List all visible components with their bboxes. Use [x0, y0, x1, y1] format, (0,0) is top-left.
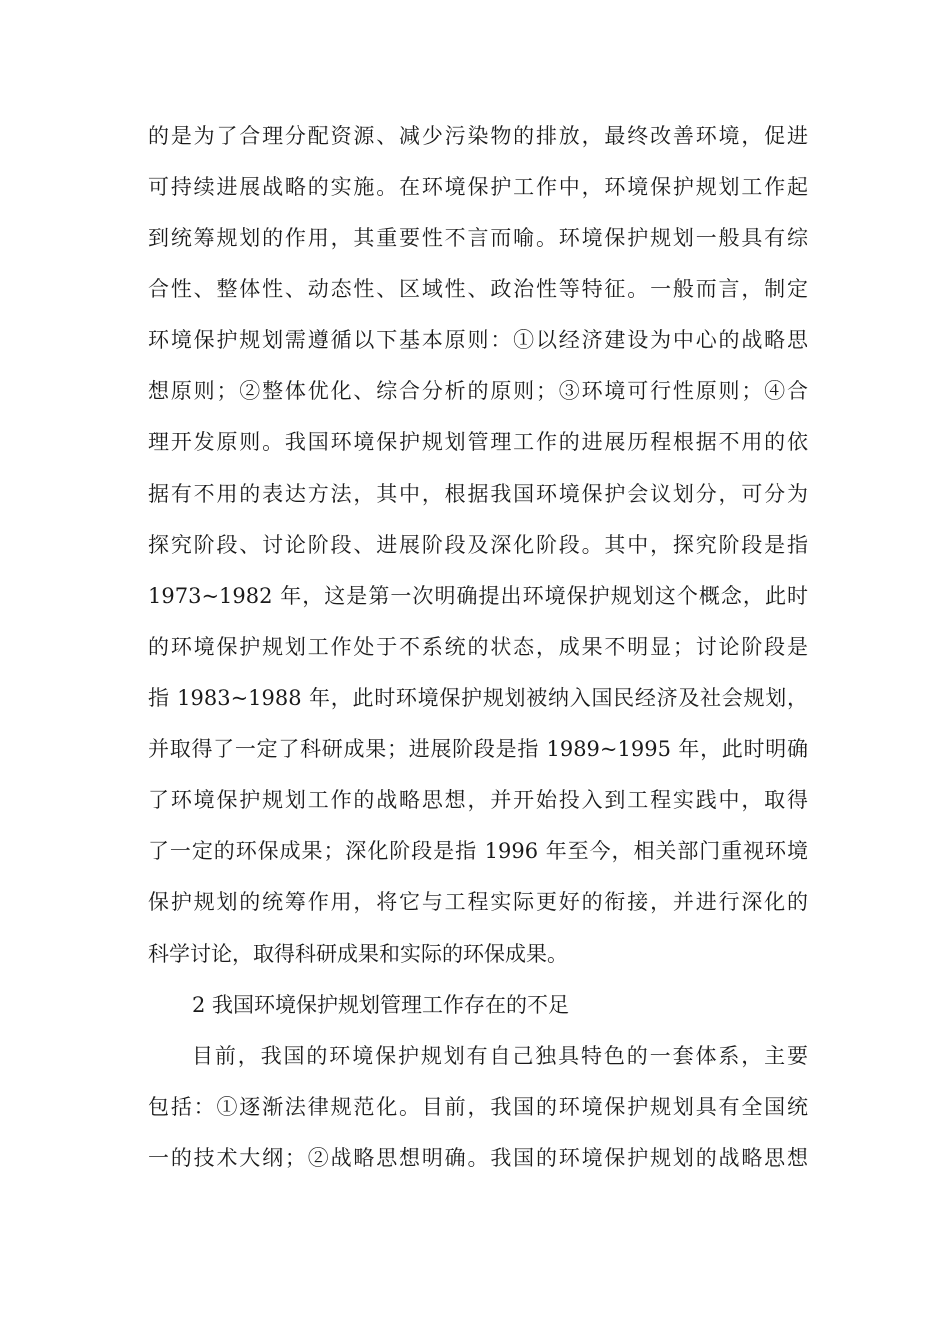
text-line: 并取得了一定了科研成果；进展阶段是指 1989~1995 年，此时明确	[148, 737, 808, 761]
text-line: 的环境保护规划工作处于不系统的状态，成果不明显；讨论阶段是	[148, 635, 808, 659]
text-line: 的是为了合理分配资源、减少污染物的排放，最终改善环境，促进	[148, 124, 808, 148]
text-line: 保护规划的统筹作用，将它与工程实际更好的衔接，并进行深化的	[148, 890, 808, 914]
text-line: 科学讨论，取得科研成果和实际的环保成果。	[148, 942, 568, 966]
text-line: 到统筹规划的作用，其重要性不言而喻。环境保护规划一般具有综	[148, 226, 808, 250]
section-heading: 2 我国环境保护规划管理工作存在的不足	[192, 993, 570, 1017]
text-line: 理开发原则。我国环境保护规划管理工作的进展历程根据不用的依	[148, 430, 808, 454]
text-line: 想原则；②整体优化、综合分析的原则；③环境可行性原则；④合	[148, 379, 808, 403]
text-line: 包括：①逐渐法律规范化。目前，我国的环境保护规划具有全国统	[148, 1095, 808, 1119]
text-line: 目前，我国的环境保护规划有自己独具特色的一套体系，主要	[192, 1044, 808, 1068]
text-line: 可持续进展战略的实施。在环境保护工作中，环境保护规划工作起	[148, 175, 808, 199]
text-line: 1973~1982 年，这是第一次明确提出环境保护规划这个概念，此时	[148, 584, 808, 608]
text-line: 指 1983~1988 年，此时环境保护规划被纳入国民经济及社会规划，	[148, 686, 808, 710]
text-line: 环境保护规划需遵循以下基本原则：①以经济建设为中心的战略思	[148, 328, 808, 352]
text-line: 探究阶段、讨论阶段、进展阶段及深化阶段。其中，探究阶段是指	[148, 533, 808, 557]
text-line: 据有不用的表达方法，其中，根据我国环境保护会议划分，可分为	[148, 482, 808, 506]
text-line: 了环境保护规划工作的战略思想，并开始投入到工程实践中，取得	[148, 788, 808, 812]
text-line: 合性、整体性、动态性、区域性、政治性等特征。一般而言，制定	[148, 277, 808, 301]
text-line: 一的技术大纲；②战略思想明确。我国的环境保护规划的战略思想	[148, 1146, 808, 1170]
text-line: 了一定的环保成果；深化阶段是指 1996 年至今，相关部门重视环境	[148, 839, 808, 863]
